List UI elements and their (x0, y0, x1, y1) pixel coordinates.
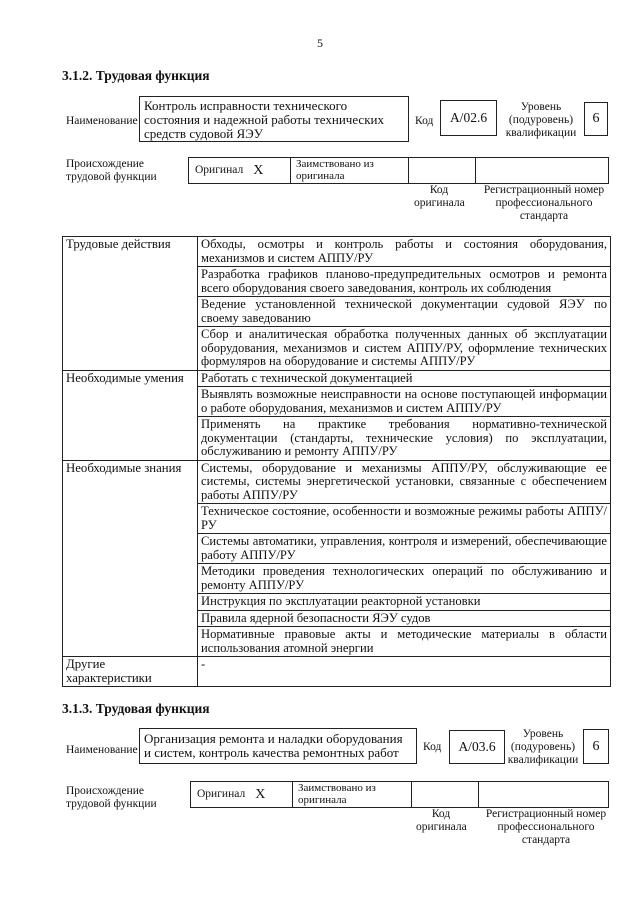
code-box: А/02.6 (440, 100, 497, 136)
section-title-312: 3.1.2. Трудовая функция (62, 68, 210, 83)
original-cell (189, 158, 291, 183)
table-row (63, 370, 611, 387)
name-label: Наименование (66, 115, 138, 127)
table-row (63, 657, 611, 687)
category-cell: Трудовые действия (63, 237, 198, 371)
function-name-box: Контроль исправности технического состояния и надежной работы технических средств судовой ЯЭУ (139, 96, 409, 142)
original-label: Оригинал (195, 164, 244, 176)
page-number: 5 (317, 36, 323, 50)
code-original-cell-2 (412, 782, 479, 807)
code-original-label: Код оригинала (414, 184, 465, 209)
item-cell: Системы, оборудование и механизмы АППУ/РУ, обслуживающие ее системы, системы энергетической установки, связанные с обеспечением работы АППУ/РУ (198, 460, 611, 504)
item-cell: Правила ядерной безопасности ЯЭУ судов (198, 610, 611, 627)
category-cell: Необходимые знания (63, 460, 198, 657)
original-cell-2 (191, 782, 293, 807)
origin-row-2 (190, 781, 609, 808)
code-label: Код (415, 115, 434, 127)
item-cell: Методики проведения технологических операций по обслуживанию и ремонту АППУ/РУ (198, 564, 611, 594)
item-cell: Обходы, осмотры и контроль работы и состояния оборудования, механизмов и систем АППУ/РУ (198, 237, 611, 267)
item-cell: Нормативные правовые акты и методические материалы в области использования атомной энергии (198, 627, 611, 657)
origin-row (188, 157, 609, 184)
level-box-2: 6 (583, 729, 609, 764)
name-label-2: Наименование (66, 744, 138, 756)
reg-number-label-2: Регистрационный номер профессионального стандарта (485, 808, 607, 846)
section-title-313: 3.1.3. Трудовая функция (62, 701, 210, 716)
item-cell: Системы автоматики, управления, контроля и измерений, обеспечивающие работу АППУ/РУ (198, 534, 611, 564)
item-cell: - (198, 657, 611, 687)
item-cell: Техническое состояние, особенности и возможные режимы работы АППУ/РУ (198, 504, 611, 534)
borrowed-label: Заимствовано из оригинала (293, 158, 409, 183)
category-cell: Другие характеристики (63, 657, 198, 687)
level-label-2: Уровень (подуровень) квалификации (507, 728, 579, 766)
reg-number-label: Регистрационный номер профессионального стандарта (483, 184, 605, 222)
item-cell: Ведение установленной технической документации судовой ЯЭУ по своему заведованию (198, 297, 611, 327)
level-label: Уровень (подуровень) квалификации (505, 101, 577, 139)
original-label-2: Оригинал (197, 788, 246, 800)
origin-label: Происхождение трудовой функции (66, 158, 157, 183)
table-row (63, 460, 611, 504)
code-label-2: Код (423, 741, 442, 753)
original-mark: X (253, 162, 264, 178)
origin-label-2: Происхождение трудовой функции (66, 785, 157, 810)
code-original-label-2: Код оригинала (416, 808, 467, 833)
level-box: 6 (584, 102, 608, 136)
original-mark-2: X (255, 786, 266, 802)
item-cell: Сбор и аналитическая обработка полученных данных об эксплуатации оборудования, механизмов и систем АППУ/РУ, оформление технических формуляров на оборудование и системы АППУ/РУ (198, 327, 611, 371)
borrowed-label-2: Заимствовано из оригинала (295, 782, 412, 807)
category-cell: Необходимые умения (63, 370, 198, 460)
item-cell: Выявлять возможные неисправности на основе поступающей информации о работе оборудования, механизмов и систем АППУ/РУ (198, 387, 611, 417)
item-cell: Разработка графиков планово-предупредительных осмотров и ремонта всего оборудования своего заведования, контроль их соблюдения (198, 267, 611, 297)
item-cell: Работать с технической документацией (198, 370, 611, 387)
function-name-box-2: Организация ремонта и наладки оборудования и систем, контроль качества ремонтных работ (139, 728, 417, 764)
table-row (63, 237, 611, 267)
item-cell: Инструкция по эксплуатации реакторной установки (198, 594, 611, 611)
code-box-2: А/03.6 (449, 730, 505, 764)
code-original-cell (409, 158, 476, 183)
labor-function-table (62, 236, 611, 687)
item-cell: Применять на практике требования нормативно-технической документации (стандарты, технические условия) по эксплуатации, обслуживанию и ремонту АППУ/РУ (198, 417, 611, 461)
